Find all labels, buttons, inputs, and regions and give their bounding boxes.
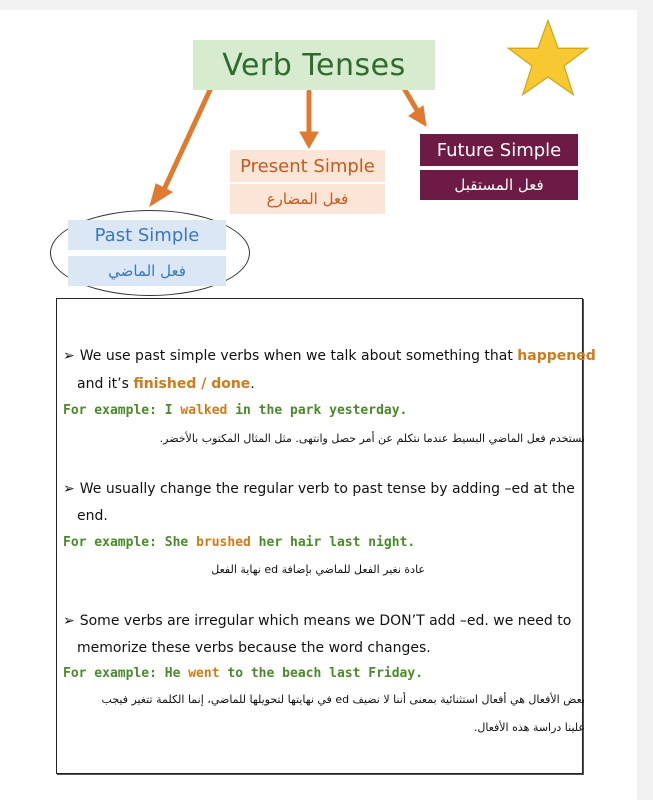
keyword-finished-done: finished / done [133, 376, 251, 392]
rule1-line1: ➢ We use past simple verbs when we talk about something that happened [63, 348, 596, 364]
rule1-line2: and it’s finished / done. [77, 376, 255, 392]
example-verb-walked: walked [180, 403, 228, 418]
future-simple-arabic: فعل المستقبل [420, 170, 578, 200]
example-verb-went: went [188, 666, 220, 681]
rule1-arabic: نستخدم فعل الماضي البسيط عندما نتكلم عن أمر حصل وانتهى. مثل المثال المكتوب بالأخضر. [159, 432, 585, 445]
rule3-line2: memorize these verbs because the word changes. [77, 640, 431, 656]
future-simple-label: Future Simple [420, 134, 578, 166]
arrow-bullet-icon: ➢ [63, 348, 75, 364]
star-icon [505, 18, 591, 98]
page-title: Verb Tenses [193, 40, 435, 90]
present-simple-arabic: فعل المضارع [230, 184, 385, 214]
arrow-bullet-icon: ➢ [63, 481, 75, 497]
arrow-bullet-icon: ➢ [63, 613, 75, 629]
rule2-example: For example: She brushed her hair last night. [63, 535, 416, 550]
keyword-happened: happened [517, 348, 596, 364]
rule3-example: For example: He went to the beach last Friday. [63, 666, 424, 681]
past-simple-arabic: فعل الماضي [68, 256, 226, 286]
rule3-arabic-line2: علينا دراسة هذه الأفعال. [473, 721, 585, 734]
rule2-arabic: عادة نغير الفعل للماضي بإضافة ed نهاية الفعل [211, 563, 425, 576]
rule1-example: For example: I walked in the park yesterday. [63, 403, 408, 418]
example-verb-brushed: brushed [196, 535, 251, 550]
rule3-arabic-line1: بعض الأفعال هي أفعال استثنائية بمعنى أننا لا نضيف ed في نهايتها لتحويلها للماضي، إنما الكلمة تتغير فيجب [101, 693, 585, 706]
rule3-line1: ➢ Some verbs are irregular which means we DON’T add –ed. we need to [63, 613, 572, 629]
rule2-line1: ➢ We usually change the regular verb to past tense by adding –ed at the [63, 481, 575, 497]
past-simple-label: Past Simple [68, 220, 226, 250]
present-simple-label: Present Simple [230, 150, 385, 182]
rule2-line2: end. [77, 508, 108, 524]
